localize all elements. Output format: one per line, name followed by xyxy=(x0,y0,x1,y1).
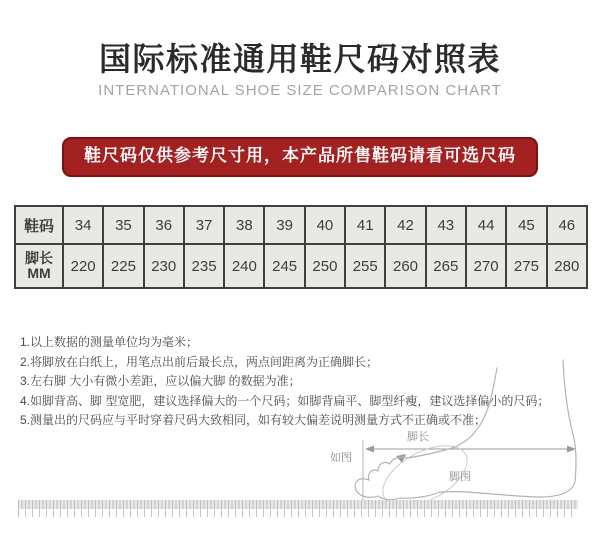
girth-arrow-icon xyxy=(396,454,406,463)
note-line: 3.左右脚 大小有微小差距，应以偏大脚 的数据为准； xyxy=(20,374,301,388)
size-cell: 42 xyxy=(385,206,425,244)
length-cell: 275 xyxy=(506,244,546,288)
foot-girth-label: 脚围 xyxy=(449,471,471,483)
ruler-tick-marks xyxy=(18,509,578,517)
size-cell: 36 xyxy=(144,206,184,244)
size-disclaimer-banner: 鞋尺码仅供参考尺寸用，本产品所售鞋码请看可选尺码 xyxy=(62,137,538,177)
length-cell: 280 xyxy=(547,244,587,288)
foot-length-arrow-label: 脚长 xyxy=(407,431,429,443)
foot-length-row-header xyxy=(15,244,63,288)
arrow-left-icon xyxy=(365,446,374,453)
length-cell: 265 xyxy=(426,244,466,288)
size-cell: 40 xyxy=(305,206,345,244)
page-subtitle: INTERNATIONAL SHOE SIZE COMPARISON CHART xyxy=(98,82,502,99)
size-cell: 34 xyxy=(63,206,103,244)
foot-length-label-line1: 脚长 xyxy=(25,250,53,266)
ruler-scale-band xyxy=(18,500,578,509)
shoe-size-row-header: 鞋码 xyxy=(15,206,63,244)
size-cell: 41 xyxy=(345,206,385,244)
note-line: 5.测量出的尺码应与平时穿着尺码大致相同，如有较大偏差说明测量方式不正确或不准； xyxy=(20,413,487,427)
size-cell: 38 xyxy=(224,206,264,244)
note-line: 2.将脚放在白纸上，用笔点出前后最长点，两点间距离为正确脚长； xyxy=(20,354,379,369)
foot-length-row xyxy=(15,244,587,288)
size-cell: 45 xyxy=(506,206,546,244)
note-line: 4.如脚背高、脚 型宽肥，建议选择偏大的一个尺码；如脚背扁平、脚型纤瘦，建议选择偏小的尺码； xyxy=(20,393,550,408)
size-cell: 46 xyxy=(547,206,587,244)
size-cell: 43 xyxy=(426,206,466,244)
length-cell: 255 xyxy=(345,244,385,288)
foot-length-label-line2: MM xyxy=(27,265,51,281)
length-cell: 225 xyxy=(103,244,143,288)
foot-measurement-illustration xyxy=(320,350,600,505)
shoe-size-row xyxy=(15,206,587,244)
length-cell: 270 xyxy=(466,244,506,288)
length-cell: 250 xyxy=(305,244,345,288)
as-shown-label: 如图 xyxy=(330,452,352,464)
size-comparison-table xyxy=(14,205,588,289)
length-cell: 240 xyxy=(224,244,264,288)
length-cell: 245 xyxy=(264,244,304,288)
page-title: 国际标准通用鞋尺码对照表 xyxy=(98,41,501,77)
size-cell: 37 xyxy=(184,206,224,244)
size-cell: 44 xyxy=(466,206,506,244)
length-cell: 230 xyxy=(144,244,184,288)
size-cell: 35 xyxy=(103,206,143,244)
note-line: 1.以上数据的测量单位均为毫米； xyxy=(20,335,199,349)
size-cell: 39 xyxy=(264,206,304,244)
length-cell: 235 xyxy=(184,244,224,288)
length-cell: 220 xyxy=(63,244,103,288)
length-cell: 260 xyxy=(385,244,425,288)
